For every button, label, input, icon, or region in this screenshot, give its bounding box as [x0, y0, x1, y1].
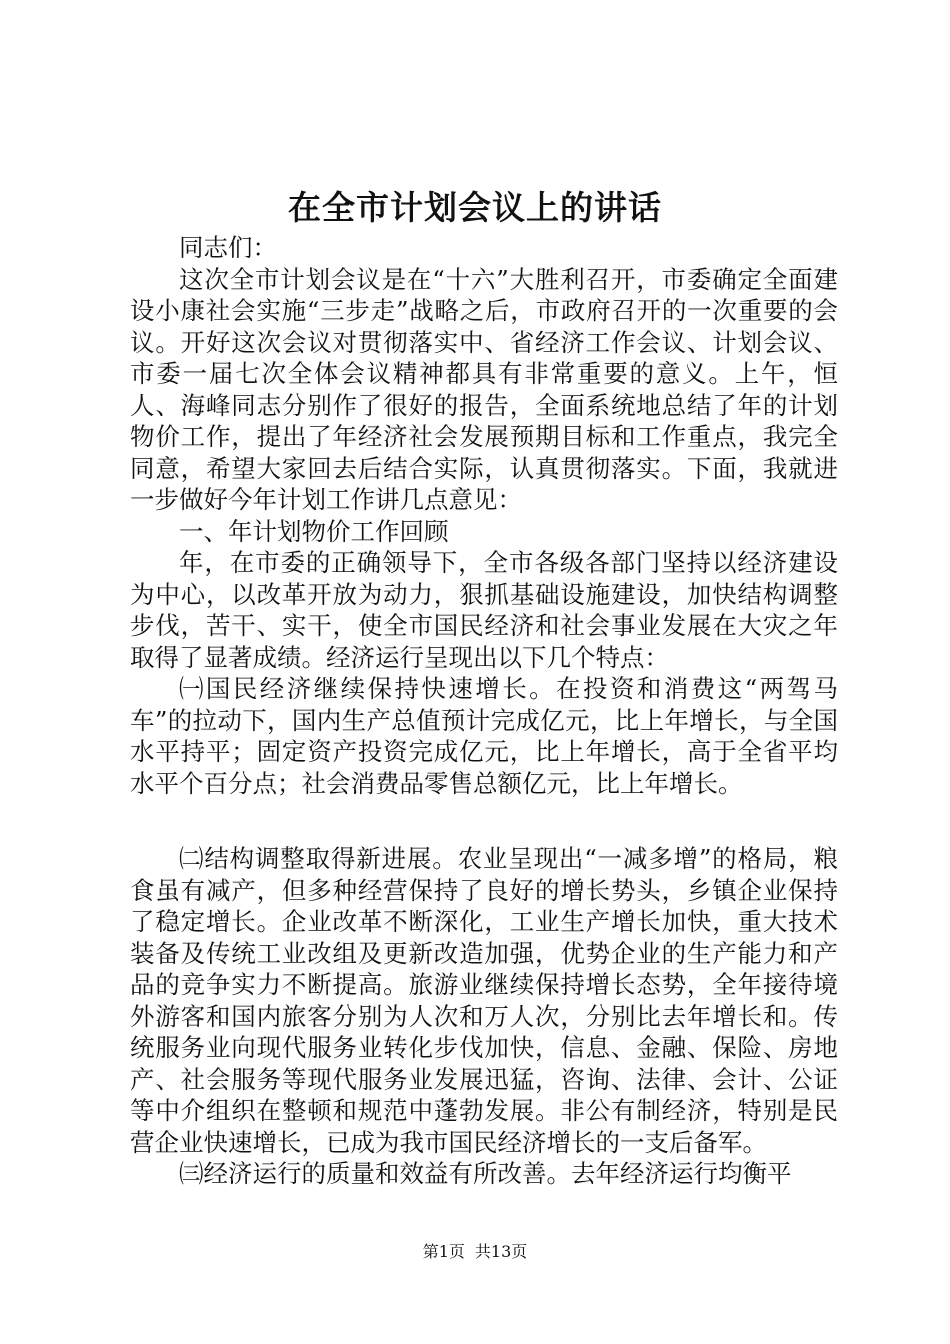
paragraph-point-3: ㈢经济运行的质量和效益有所改善。去年经济运行均衡平	[179, 1159, 792, 1188]
paragraph-point-2: ㈡结构调整取得新进展。农业呈现出“一减多增”的格局，粮食虽有减产，但多种经营保持了良好的增长势头，乡镇企业保持了稳定增长。企业改革不断深化，工业生产增长加快，重大技术装备及传统工业改组及更新改造加强，优势企业的生产能力和产品的竞争实力不断提高。旅游业继续保持增长态势，全年接待境外游客和国内旅客分别为人次和万人次，分别比去年增长和。传统服务业向现代服务业转化步伐加快，信息、金融、保险、房地产、社会服务等现代服务业发展迅猛，咨询、法律、会计、公证等中介组织在整顿和规范中蓬勃发展。非公有制经济，特别是民营企业快速增长，已成为我市国民经济增长的一支后备军。	[130, 844, 838, 1157]
document-title: 在全市计划会议上的讲话	[288, 188, 662, 227]
page-number: 第1页	[422, 1242, 465, 1261]
document-body	[130, 232, 838, 1190]
paragraph-salutation: 同志们：	[179, 233, 277, 262]
section-heading: 一、年计划物价工作回顾	[179, 516, 449, 546]
paragraph-point-1: ㈠国民经济继续保持快速增长。在投资和消费这“两驾马车”的拉动下，国内生产总值预计完成亿元，比上年增长，与全国水平持平；固定资产投资完成亿元，比上年增长，高于全省平均水平个百分点；社会消费品零售总额亿元，比上年增长。	[130, 674, 838, 798]
total-pages: 共13页	[474, 1242, 528, 1261]
page-footer	[0, 1240, 950, 1264]
paragraph-review: 年，在市委的正确领导下，全市各级各部门坚持以经济建设为中心，以改革开放为动力，狠抓基础设施建设，加快结构调整步伐，苦干、实干，使全市国民经济和社会事业发展在大灾之年取得了显著成绩。经济运行呈现出以下几个特点：	[130, 548, 838, 672]
paragraph-intro: 这次全市计划会议是在“十六”大胜利召开，市委确定全面建设小康社会实施“三步走”战略之后，市政府召开的一次重要的会议。开好这次会议对贯彻落实中、省经济工作会议、计划会议、市委一届七次全体会议精神都具有非常重要的意义。上午，恒人、海峰同志分别作了很好的报告，全面系统地总结了年的计划物价工作，提出了年经济社会发展预期目标和工作重点，我完全同意，希望大家回去后结合实际，认真贯彻落实。下面，我就进一步做好今年计划工作讲几点意见：	[130, 264, 838, 514]
